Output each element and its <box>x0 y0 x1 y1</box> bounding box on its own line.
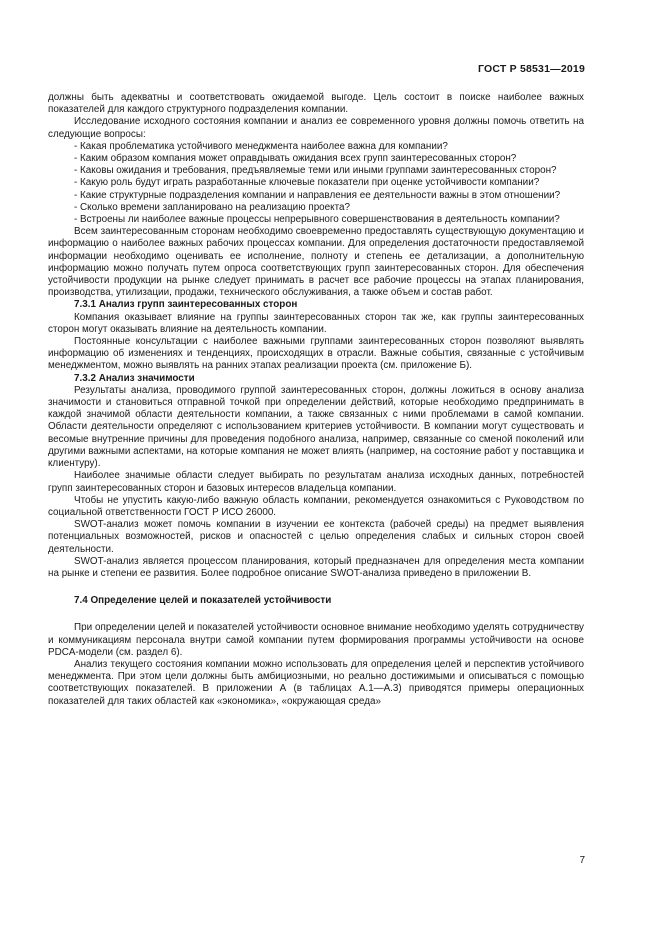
paragraph: Результаты анализа, проводимого группой заинтересованных сторон, должны ложиться в основу анализа значимости и становиться отправной точкой при определении действий, которые необходимо предпринимать в каждой значимой области деятельности компании, а также связанных с ними проблемами в самой компании. Области деятельности определяют с использованием критериев устойчивости. В компании могут существовать и весомые внутренние причины для проведения подобного анализа, например, связанные со сменой поколений или другими важными аспектами, на которые компания не может влиять (например, на состояние работ у поставщика и клиентуру). <box>48 384 584 470</box>
paragraph: SWOT-анализ является процессом планирования, который предназначен для определения места компании на рынке и степени ее развития. Более подробное описание SWOT-анализа приведено в приложении В. <box>48 555 584 579</box>
question-item: - Какую роль будут играть разработанные ключевые показатели при оценке устойчивости компании? <box>74 177 540 189</box>
document-header: ГОСТ Р 58531—2019 <box>477 63 585 75</box>
paragraph: При определении целей и показателей устойчивости основное внимание необходимо уделять сотрудничеству и коммуникациям персонала внутри самой компании путем формирования программы устойчивости на основе PDCA-модели (см. раздел 6). <box>48 622 584 658</box>
section-heading-7-3-2: 7.3.2 Анализ значимости <box>74 372 195 384</box>
paragraph: должны быть адекватны и соответствовать ожидаемой выгоде. Цель состоит в поиске наиболее важных показателей для каждого структурного подразделения компании. <box>48 92 584 116</box>
paragraph: Анализ текущего состояния компании можно использовать для определения целей и перспектив устойчивого менеджмента. При этом цели должны быть амбициозными, но реально достижимыми и описываться с помощью соответствующих показателей. В приложении А (в таблицах А.1—А.3) приводятся примеры операционных показателей для таких областей как «экономика», «окружающая среда» <box>48 658 584 707</box>
question-item: - Сколько времени запланировано на реализацию проекта? <box>74 201 350 213</box>
question-item: - Каким образом компания может оправдывать ожидания всех групп заинтересованных сторон? <box>74 153 517 165</box>
paragraph: Компания оказывает влияние на группы заинтересованных сторон так же, как группы заинтересованных сторон могут оказывать влияние на деятельность компании. <box>48 311 584 335</box>
page-number: 7 <box>579 855 585 866</box>
question-item: - Встроены ли наиболее важные процессы непрерывного совершенствования в деятельность компании? <box>74 214 560 226</box>
paragraph: Исследование исходного состояния компании и анализ ее современного уровня должны помочь ответить на следующие вопросы: <box>48 116 584 140</box>
question-item: - Каковы ожидания и требования, предъявляемые теми или иными группами заинтересованных сторон? <box>74 165 557 177</box>
paragraph: Всем заинтересованным сторонам необходимо своевременно предоставлять существующую документацию и информацию о наиболее важных рабочих процессах компании. Для определения достаточности предоставляемой информации необходимо оценивать ее исполнение, полноту и степень ее детализации, а дополнительную информацию можно получать путем опроса соответствующих групп заинтересованных сторон. Для обеспечения устойчивости продукции на рынке следует принимать в расчет все рабочие процессы на этапах планирования, производства, утилизации, продажи, технического обслуживания, а также объем и состав работ. <box>48 226 584 299</box>
paragraph: Наиболее значимые области следует выбирать по результатам анализа исходных данных, потребностей групп заинтересованных сторон и базовых интересов владельца компании. <box>48 470 584 494</box>
section-heading-7-4: 7.4 Определение целей и показателей устойчивости <box>74 595 332 607</box>
section-heading-7-3-1: 7.3.1 Анализ групп заинтересованных сторон <box>74 299 298 311</box>
paragraph: Чтобы не упустить какую-либо важную область компании, рекомендуется ознакомиться с Руководством по социальной ответственности ГОСТ Р ИСО 26000. <box>48 494 584 518</box>
question-item: - Какая проблематика устойчивого менеджмента наиболее важна для компании? <box>74 140 448 152</box>
paragraph: Постоянные консультации с наиболее важными группами заинтересованных сторон позволяют выявлять информацию об изменениях и тенденциях, происходящих в отрасли. Важные события, связанные с устойчивым менеджментом, можно выявлять на ранних этапах реализации проекта (см. приложение Б). <box>48 336 584 372</box>
document-body <box>48 92 584 708</box>
paragraph: SWOT-анализ может помочь компании в изучении ее контекста (рабочей среды) на предмет выявления потенциальных возможностей, рисков и опасностей с целью определения слабых и сильных сторон своей деятельности. <box>48 519 584 555</box>
question-item: - Какие структурные подразделения компании и направления ее деятельности важны в этом отношении? <box>74 189 561 201</box>
